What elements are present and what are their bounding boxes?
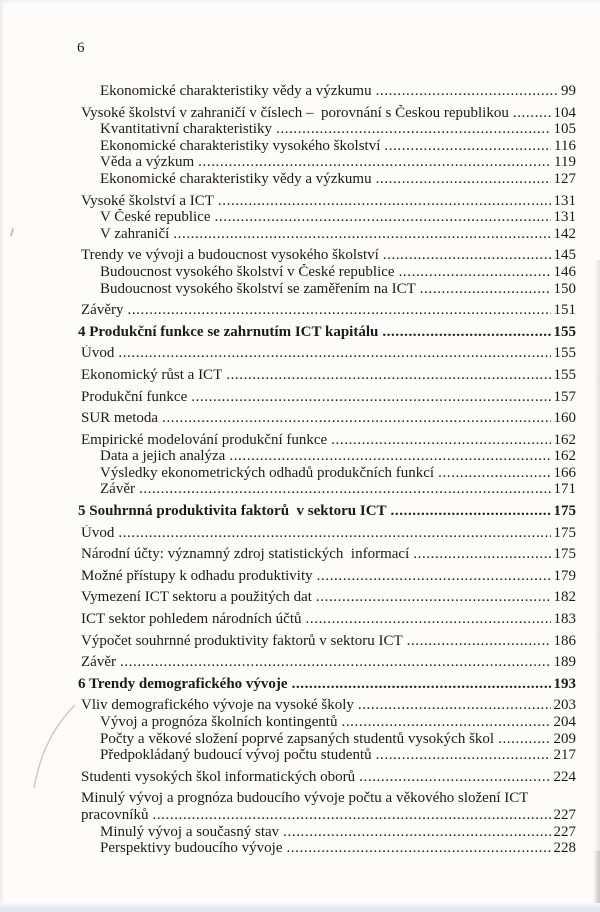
toc-entry-page: 155 [553, 323, 576, 340]
toc-entry [78, 611, 576, 628]
toc-entry-label: 5 Souhrnná produktivita faktorů v sektoru ICT [78, 503, 387, 520]
toc-entry [78, 824, 576, 841]
toc-entry [78, 525, 576, 542]
toc-entry-label: Ekonomický růst a ICT [81, 366, 223, 383]
toc-entry-label: Vývoj a prognóza školních kontingentů [100, 714, 338, 730]
toc-entry-page: 186 [553, 632, 576, 649]
toc-entry-label: Ekonomické charakteristiky vysokého školství [100, 137, 381, 154]
toc-entry-label: Závěry [81, 302, 124, 319]
dot-leader [283, 824, 550, 841]
toc-entry [78, 790, 576, 807]
toc-entry-page: 151 [553, 302, 576, 319]
dot-leader [438, 465, 550, 482]
toc-entry-page: 204 [553, 714, 576, 730]
toc-entry-label: Vysoké školství v zahraničí v číslech – porovnání s Českou republikou [81, 104, 509, 121]
dot-leader [341, 714, 550, 731]
toc-entry-page: 99 [561, 83, 576, 99]
scan-edge-right [594, 260, 600, 903]
toc-entry [78, 769, 576, 786]
toc-entry [78, 481, 576, 498]
toc-entry [78, 731, 576, 748]
toc-entry-page: 131 [553, 209, 576, 226]
toc-entry [78, 171, 576, 188]
toc-entry-label: Vysoké školství a ICT [81, 192, 214, 209]
toc-entry-page: 175 [553, 524, 576, 541]
toc-entry-label: Ekonomické charakteristiky vědy a výzkumu [100, 170, 372, 187]
toc-chapter-entry [78, 676, 576, 693]
toc-entry-label: Úvod [81, 524, 115, 541]
dot-leader [162, 410, 550, 427]
toc-entry-label: ICT sektor pohledem národních účtů [81, 611, 302, 628]
dot-leader [286, 840, 550, 857]
toc-entry-page: 157 [553, 388, 576, 405]
toc-entry [78, 367, 576, 384]
toc-entry-page: 145 [553, 247, 576, 264]
toc-entry [78, 247, 576, 264]
table-of-contents [78, 83, 576, 857]
toc-entry [78, 589, 576, 606]
scan-edge-top [0, 0, 600, 4]
toc-entry-label: Minulý vývoj a prognóza budoucího vývoje počtu a věkového složení ICT [81, 790, 529, 807]
toc-entry-page: 228 [553, 840, 576, 857]
toc-entry-label: V zahraničí [100, 225, 170, 242]
toc-entry-page: 227 [553, 806, 576, 823]
dot-leader [358, 697, 551, 714]
toc-entry-label: Data a jejich analýza [100, 448, 226, 465]
toc-entry-label: Vymezení ICT sektoru a použitých dat [81, 589, 312, 606]
toc-entry-label: V České republice [100, 209, 211, 226]
toc-entry-page: 155 [553, 345, 576, 362]
dot-leader [226, 367, 550, 384]
toc-entry-label: Trendy ve vývoji a budoucnost vysokého školství [81, 247, 379, 264]
toc-entry-label: Perspektivy budoucího vývoje [100, 840, 283, 857]
dot-leader [306, 611, 551, 628]
scan-edge-corner [593, 851, 600, 906]
dot-leader [513, 105, 551, 122]
dot-leader [276, 121, 550, 138]
toc-entry-label: Výsledky ekonometrických odhadů produkčních funkcí [100, 464, 435, 481]
toc-entry-page: 171 [553, 481, 576, 498]
dot-leader [173, 226, 550, 243]
toc-entry-page: 127 [553, 170, 576, 187]
toc-entry-page: 224 [553, 768, 576, 785]
toc-entry-page: 227 [553, 823, 576, 840]
toc-entry [78, 633, 576, 650]
toc-entry-label: Vliv demografického vývoje na vysoké školy [81, 697, 354, 714]
toc-entry [78, 83, 576, 100]
toc-entry-page: 193 [553, 675, 576, 692]
toc-entry-label: Minulý vývoj a současný stav [100, 823, 280, 840]
toc-entry [78, 432, 576, 449]
toc-entry [78, 209, 576, 226]
dot-leader [359, 769, 550, 786]
toc-entry-page: 116 [554, 137, 576, 154]
toc-entry-label: Empirické modelování produkční funkce [81, 431, 328, 448]
toc-entry [78, 389, 576, 406]
scan-edge-bottom [0, 903, 600, 912]
toc-entry-page: 119 [554, 154, 576, 171]
toc-entry [78, 302, 576, 319]
toc-entry [78, 410, 576, 427]
toc-entry-page: 162 [553, 448, 576, 465]
dot-leader [218, 193, 551, 210]
dot-leader [215, 209, 551, 226]
toc-entry-label: Kvantitativní charakteristiky [100, 121, 273, 138]
toc-entry-label: Počty a věkové složení poprvé zapsaných studentů vysokých škol [100, 730, 495, 747]
toc-entry-label: Úvod [81, 345, 115, 362]
dot-leader [229, 448, 550, 465]
scan-artifact-tick [10, 228, 14, 236]
toc-entry-page: 175 [553, 503, 576, 520]
dot-leader [376, 83, 558, 100]
scan-edge-left [0, 0, 5, 903]
toc-entry-label: Možné přístupy k odhadu produktivity [81, 567, 313, 584]
dot-leader [384, 138, 551, 155]
toc-entry-label: Předpokládaný budoucí vývoj počtu studentů [100, 747, 372, 764]
toc-entry-label: pracovníků [81, 806, 149, 823]
toc-entry-page: 142 [553, 225, 576, 242]
dot-leader [127, 302, 550, 319]
toc-entry [78, 193, 576, 210]
toc-entry-page: 175 [553, 546, 576, 563]
toc-entry [78, 747, 576, 764]
toc-entry-page: 209 [553, 730, 576, 747]
scan-artifact-curve [22, 700, 82, 810]
toc-entry-label: SUR metoda [81, 410, 159, 427]
toc-entry [78, 264, 576, 281]
toc-entry [78, 568, 576, 585]
toc-entry-page: 150 [553, 280, 576, 297]
toc-entry-page: 131 [553, 192, 576, 209]
dot-leader [498, 731, 550, 748]
toc-entry-page: 182 [553, 589, 576, 606]
dot-leader [413, 546, 550, 563]
toc-entry [78, 154, 576, 171]
toc-entry-page: 146 [553, 263, 576, 280]
toc-entry [78, 345, 576, 362]
toc-entry-label: Národní účty: významný zdroj statistických informací [81, 546, 410, 563]
dot-leader [317, 568, 551, 585]
toc-chapter-entry [78, 503, 576, 520]
toc-entry [78, 714, 576, 731]
toc-entry-page: 217 [553, 747, 576, 764]
toc-entry [78, 281, 576, 298]
toc-entry [78, 546, 576, 563]
toc-entry-page: 179 [553, 567, 576, 584]
toc-entry-page: 183 [553, 611, 576, 628]
dot-leader [331, 432, 550, 449]
dot-leader [376, 171, 551, 188]
toc-entry-label: Závěr [81, 654, 116, 671]
dot-leader [118, 525, 550, 542]
dot-leader [383, 247, 551, 264]
toc-entry-label: Budoucnost vysokého školství se zaměřením na ICT [100, 280, 416, 297]
dot-leader [420, 281, 551, 298]
dot-leader [407, 633, 551, 650]
toc-entry [78, 807, 576, 824]
toc-entry-label: 6 Trendy demografického vývoje [78, 675, 288, 692]
toc-entry [78, 840, 576, 857]
toc-entry-label: Produkční funkce [81, 388, 188, 405]
dot-leader [316, 589, 551, 606]
toc-entry-page: 160 [553, 410, 576, 427]
dot-leader [198, 154, 551, 171]
toc-chapter-entry [78, 324, 576, 341]
toc-entry [78, 105, 576, 122]
toc-entry-label: Závěr [100, 481, 135, 498]
toc-entry [78, 465, 576, 482]
toc-entry-page: 203 [553, 697, 576, 714]
toc-entry-page: 166 [553, 464, 576, 481]
dot-leader [376, 747, 551, 764]
toc-entry [78, 448, 576, 465]
dot-leader [139, 481, 551, 498]
toc-entry-page: 162 [553, 431, 576, 448]
dot-leader [292, 676, 551, 693]
dot-leader [382, 324, 550, 341]
dot-leader [152, 807, 550, 824]
dot-leader [118, 345, 550, 362]
toc-entry [78, 121, 576, 138]
toc-entry-label: Výpočet souhrnné produktivity faktorů v sektoru ICT [81, 632, 403, 649]
toc-entry-label: 4 Produkční funkce se zahrnutím ICT kapitálu [78, 323, 379, 340]
toc-entry [78, 654, 576, 671]
toc-entry-page: 105 [553, 121, 576, 138]
dot-leader [191, 389, 550, 406]
dot-leader [391, 503, 551, 520]
toc-entry-page: 155 [553, 366, 576, 383]
toc-entry-page: 189 [553, 654, 576, 671]
toc-entry-label: Věda a výzkum [100, 154, 195, 171]
dot-leader [120, 654, 551, 671]
toc-entry-label: Studenti vysokých škol informatických oborů [81, 768, 356, 785]
toc-entry-label: Ekonomické charakteristiky vědy a výzkumu [100, 83, 372, 99]
toc-entry-page: 104 [553, 104, 576, 121]
dot-leader [399, 264, 551, 281]
toc-entry-label: Budoucnost vysokého školství v České republice [100, 263, 395, 280]
toc-entry [78, 226, 576, 243]
page-number: 6 [77, 40, 85, 56]
toc-entry [78, 697, 576, 714]
toc-entry [78, 138, 576, 155]
